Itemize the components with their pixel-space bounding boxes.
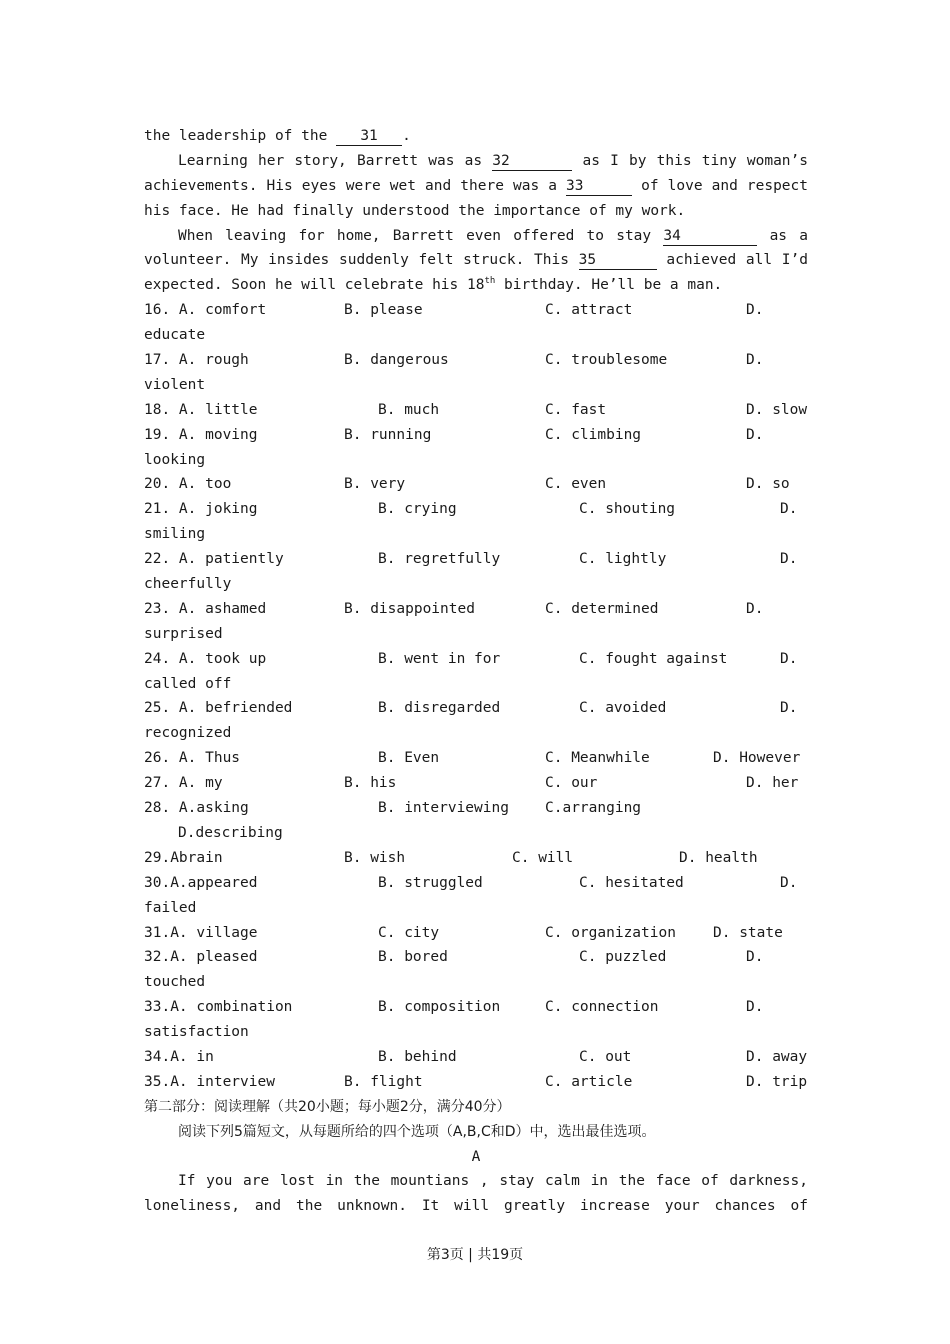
passage-line-2: Learning her story, Barrett was as 32 as I by this tiny woman’s bbox=[178, 152, 808, 169]
option-c: C. troublesome bbox=[545, 352, 668, 369]
option-a: 32.A. pleased bbox=[144, 949, 258, 966]
option-c: C. out bbox=[579, 1048, 632, 1065]
option-b: B. dangerous bbox=[344, 352, 449, 369]
passage-line-6: volunteer. My insides suddenly felt struck. This 35 achieved all I’d bbox=[144, 252, 808, 269]
option-d-text: educate bbox=[144, 327, 206, 344]
blank-35: 35 bbox=[579, 252, 657, 270]
reading-line-1: If you are lost in the mountians , stay calm in the face of darkness, bbox=[178, 1173, 808, 1190]
option-d-text: smiling bbox=[144, 526, 206, 543]
option-d-text: D.describing bbox=[178, 824, 283, 841]
option-c: C. article bbox=[545, 1073, 633, 1090]
option-d-text: touched bbox=[144, 974, 206, 991]
option-c: C. fought against bbox=[579, 650, 728, 667]
option-d-text: cheerfully bbox=[144, 576, 232, 593]
option-b: B. disappointed bbox=[344, 600, 475, 617]
question-19 bbox=[144, 423, 808, 448]
question-21 bbox=[144, 497, 808, 522]
option-d-text: failed bbox=[144, 899, 197, 916]
option-c: C. climbing bbox=[545, 426, 642, 443]
option-a: 26. A. Thus bbox=[144, 750, 241, 767]
question-27 bbox=[144, 771, 808, 796]
option-c: C. determined bbox=[545, 600, 659, 617]
question-22 bbox=[144, 547, 808, 572]
question-31 bbox=[144, 921, 808, 946]
option-d: D. trip bbox=[746, 1073, 808, 1090]
option-b: B. behind bbox=[378, 1048, 457, 1065]
option-d: D. bbox=[746, 352, 764, 369]
question-34 bbox=[144, 1045, 808, 1070]
option-b: B. composition bbox=[378, 999, 501, 1016]
question-23 bbox=[144, 597, 808, 622]
option-d-text: called off bbox=[144, 675, 232, 692]
passage-label: A bbox=[471, 1148, 481, 1165]
option-a: 22. A. patiently bbox=[144, 551, 284, 568]
option-d: D. bbox=[780, 874, 798, 891]
option-a: 21. A. joking bbox=[144, 501, 258, 518]
option-d: D. bbox=[780, 501, 798, 518]
option-a: 29.Abrain bbox=[144, 849, 223, 866]
question-28 bbox=[144, 796, 808, 821]
option-c: C.arranging bbox=[545, 800, 642, 817]
option-b: B. running bbox=[344, 426, 432, 443]
page-footer: 第3页 | 共19页 bbox=[426, 1247, 524, 1263]
option-b: B. wish bbox=[344, 849, 406, 866]
option-b: B. flight bbox=[344, 1073, 423, 1090]
section-instruction: 阅读下列5篇短文，从每题所给的四个选项（A,B,C和D）中，选出最佳选项。 bbox=[178, 1123, 656, 1140]
option-a: 16. A. comfort bbox=[144, 302, 267, 319]
option-c: C. puzzled bbox=[579, 949, 667, 966]
option-a: 23. A. ashamed bbox=[144, 600, 267, 617]
option-d: D. However bbox=[713, 750, 801, 767]
option-b: B. crying bbox=[378, 501, 457, 518]
option-c: C. attract bbox=[545, 302, 633, 319]
option-a: 27. A. my bbox=[144, 775, 223, 792]
option-a: 17. A. rough bbox=[144, 352, 249, 369]
reading-line-2: loneliness, and the unknown. It will greatly increase your chances of bbox=[144, 1198, 808, 1215]
passage-line-1: the leadership of the 31 . bbox=[144, 128, 411, 144]
option-d: D. bbox=[780, 551, 798, 568]
option-c: C. Meanwhile bbox=[545, 750, 650, 767]
option-b: B. interviewing bbox=[378, 800, 509, 817]
option-d: D. state bbox=[713, 924, 783, 941]
option-b: C. city bbox=[378, 924, 440, 941]
option-b: B. regretfully bbox=[378, 551, 501, 568]
question-16 bbox=[144, 298, 808, 323]
option-d: D. bbox=[746, 302, 764, 319]
option-c: C. organization bbox=[545, 924, 676, 941]
option-b: B. bored bbox=[378, 949, 448, 966]
passage-line-4: his face. He had finally understood the importance of my work. bbox=[144, 202, 686, 219]
option-a: 24. A. took up bbox=[144, 650, 267, 667]
question-32 bbox=[144, 945, 808, 970]
option-c: C. fast bbox=[545, 401, 607, 418]
question-33 bbox=[144, 995, 808, 1020]
blank-32: 32 bbox=[492, 153, 572, 171]
option-d-text: satisfaction bbox=[144, 1024, 249, 1041]
option-c: C. connection bbox=[545, 999, 659, 1016]
question-29 bbox=[144, 846, 808, 871]
option-a: 25. A. befriended bbox=[144, 700, 293, 717]
option-d-text: recognized bbox=[144, 725, 232, 742]
option-d-text: looking bbox=[144, 451, 206, 468]
option-a: 34.A. in bbox=[144, 1048, 214, 1065]
option-a: 33.A. combination bbox=[144, 999, 293, 1016]
question-17 bbox=[144, 348, 808, 373]
option-d: D. away bbox=[746, 1048, 808, 1065]
option-d: D. so bbox=[746, 476, 790, 493]
option-a: 30.A.appeared bbox=[144, 874, 258, 891]
option-c: C. even bbox=[545, 476, 607, 493]
option-d: D. bbox=[746, 600, 764, 617]
option-d: D. her bbox=[746, 775, 799, 792]
option-d-text: violent bbox=[144, 376, 206, 393]
question-24 bbox=[144, 647, 808, 672]
option-d: D. bbox=[746, 949, 764, 966]
section-heading: 第二部分：阅读理解（共20小题；每小题2分，满分40分） bbox=[144, 1098, 511, 1115]
option-d: D. bbox=[746, 999, 764, 1016]
option-b: B. please bbox=[344, 302, 423, 319]
option-a: 35.A. interview bbox=[144, 1073, 275, 1090]
blank-34: 34 bbox=[663, 228, 757, 246]
question-20 bbox=[144, 472, 808, 497]
option-a: 20. A. too bbox=[144, 476, 232, 493]
option-c: C. shouting bbox=[579, 501, 676, 518]
option-b: B. struggled bbox=[378, 874, 483, 891]
option-a: 31.A. village bbox=[144, 924, 258, 941]
option-a: 28. A.asking bbox=[144, 800, 249, 817]
option-c: C. lightly bbox=[579, 551, 667, 568]
option-d: D. health bbox=[679, 849, 758, 866]
option-b: B. Even bbox=[378, 750, 440, 767]
option-b: B. very bbox=[344, 476, 406, 493]
option-a: 18. A. little bbox=[144, 401, 258, 418]
option-b: B. disregarded bbox=[378, 700, 501, 717]
option-c: C. avoided bbox=[579, 700, 667, 717]
option-d: D. bbox=[780, 700, 798, 717]
option-d: D. slow bbox=[746, 401, 808, 418]
question-25 bbox=[144, 696, 808, 721]
question-26 bbox=[144, 746, 808, 771]
option-c: C. will bbox=[512, 849, 574, 866]
option-c: C. hesitated bbox=[579, 874, 684, 891]
blank-33: 33 bbox=[566, 178, 632, 196]
option-c: C. our bbox=[545, 775, 598, 792]
passage-line-5: When leaving for home, Barrett even offered to stay 34 as a bbox=[178, 227, 808, 244]
passage-line-3: achievements. His eyes were wet and there was a 33 of love and respect bbox=[144, 177, 808, 194]
option-b: B. his bbox=[344, 775, 397, 792]
page-content bbox=[144, 124, 808, 1219]
question-30 bbox=[144, 871, 808, 896]
option-d: D. bbox=[780, 650, 798, 667]
question-18 bbox=[144, 398, 808, 423]
option-d-text: surprised bbox=[144, 625, 223, 642]
option-b: B. much bbox=[378, 401, 440, 418]
option-b: B. went in for bbox=[378, 650, 501, 667]
option-a: 19. A. moving bbox=[144, 426, 258, 443]
question-35 bbox=[144, 1070, 808, 1095]
blank-31: 31 bbox=[336, 128, 402, 146]
passage-line-7: expected. Soon he will celebrate his 18th birthday. He’ll be a man. bbox=[144, 276, 723, 294]
option-d: D. bbox=[746, 426, 764, 443]
